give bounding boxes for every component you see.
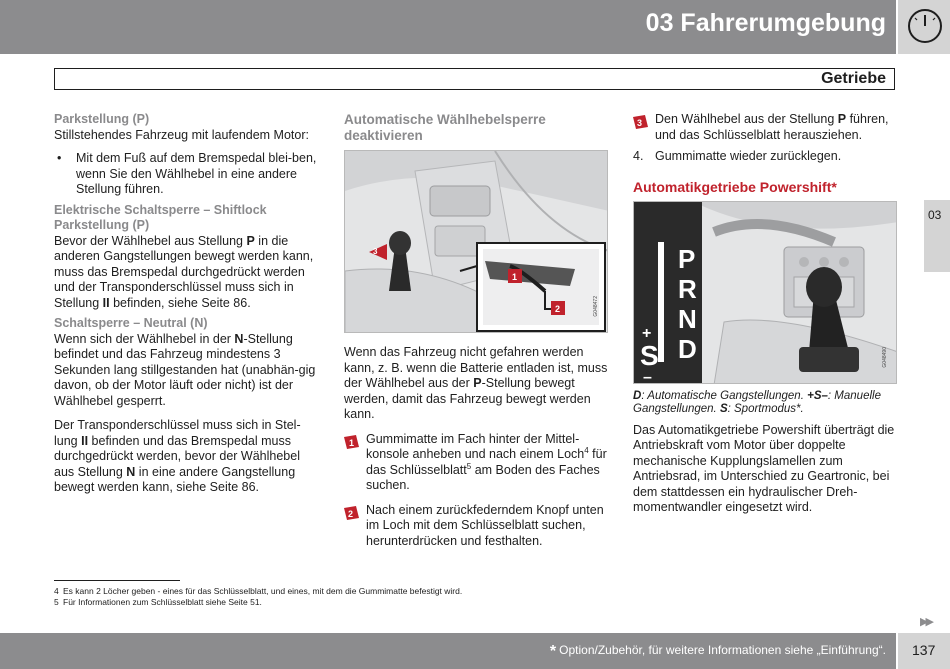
- shiftlock-paragraph: Bevor der Wählhebel aus Stellung P in die anderen Gangstellungen bewegt werden kann, muss das Bremspedal durchgedrückt werden und der Transponderschlüssel muss sich in Stellung II befinden, siehe Seite 86.: [54, 233, 314, 310]
- gear-d: D: [678, 333, 697, 364]
- heading-neutral: Schaltsperre – Neutral (N): [54, 316, 208, 330]
- powershift-paragraph: Das Automatikgetriebe Powershift überträgt die Antriebskraft vom Motor über doppelte mechanische Kupplungslamellen zum Antriebsrad, im Unterschied zu Geartronic, bei dem stattdessen ein hydraulischer Dreh-momentwandler eingesetzt wird.: [633, 422, 895, 514]
- heading-shiftlock: Elektrische Schaltsperre – Shiftlock Parkstellung (P): [54, 202, 267, 232]
- column-3: [633, 112, 897, 516]
- svg-text:2: 2: [348, 508, 354, 519]
- chapter-title: 03 Fahrerumgebung: [645, 9, 886, 37]
- speedometer-icon: [906, 6, 944, 46]
- chapter-tab: [922, 200, 950, 272]
- heading-parkstellung: Parkstellung (P): [54, 112, 150, 126]
- step-badge-3: [633, 115, 648, 129]
- callout-2: 2: [555, 304, 561, 314]
- gear-caption: D: Automatische Gangstellungen. +S–: Manuelle Gangstellungen. S: Sportmodus*.: [633, 389, 881, 415]
- gear-p: P: [678, 243, 696, 274]
- gear-plus: +: [642, 324, 652, 342]
- heading-powershift: Automatikgetriebe Powershift*: [633, 178, 837, 195]
- callout-1: 1: [512, 272, 518, 282]
- gear-minus: –: [643, 368, 652, 385]
- console-release-illustration: [344, 150, 608, 333]
- image-code: G048490: [881, 346, 888, 368]
- powershift-gear-illustration: [633, 201, 897, 384]
- callout-3: 3: [373, 247, 378, 256]
- step-1: 1 Gummimatte im Fach hinter der Mittel-konsole anheben und nach einem Loch$^4$ für das Schlüsselblatt$^5$ am Boden des Faches suchen.: [344, 432, 608, 494]
- page-number: 137: [912, 642, 936, 658]
- neutral-paragraph: Wenn sich der Wählhebel in der N-Stellung befindet und das Fahrzeug mindestens 3 Sekunden lang stillgestanden hat (unabhän-gig davon, ob der Motor läuft oder nicht) ist der Wählhebel gesperrt.: [54, 331, 316, 408]
- gear-n: N: [678, 303, 697, 334]
- step-badge-2: [344, 506, 359, 520]
- section-title-bar: [54, 68, 895, 90]
- footnote-4: 4 Es kann 2 Löcher geben - eines für das Schlüsselblatt, und eines, mit dem die Gummimatte befestigt wird.: [54, 586, 463, 596]
- page-number-box: [896, 633, 950, 669]
- transponder-paragraph: Der Transponderschlüssel muss sich in Stel-lung II befinden und das Bremspedal muss durchgedrückt werden, bevor der Wählhebel aus Stellung N in eine andere Gangstellung bewegt werden kann, siehe Seite 86.: [54, 418, 301, 494]
- svg-text:1: 1: [349, 437, 355, 448]
- step-4: 4. Gummimatte wieder zurücklegen.: [633, 149, 842, 163]
- gear-r: R: [678, 273, 697, 304]
- column-2: [344, 112, 608, 549]
- next-page-arrows-icon: ▶▶: [920, 616, 931, 628]
- column-1: [54, 112, 318, 496]
- release-intro-paragraph: Wenn das Fahrzeug nicht gefahren werden kann, z. B. wenn die Batterie entladen ist, muss der Wählhebel aus der P-Stellung bewegt werden, damit das Fahrzeug bewegt werden kann.: [344, 345, 608, 421]
- footnote-rule: [54, 580, 180, 581]
- bullet-item: [54, 151, 318, 198]
- bullet-glyph: •: [57, 151, 62, 165]
- heading-wahlhebelsperre: Automatische Wählhebelsperre deaktivieren: [344, 112, 546, 143]
- section-title: Getriebe: [821, 70, 886, 87]
- image-code: G048472: [592, 296, 599, 317]
- step-badge-1: [344, 435, 359, 449]
- option-note: * Option/Zubehör, für weitere Informationen siehe „Einführung“.: [549, 643, 886, 660]
- parkstellung-intro: Stillstehendes Fahrzeug mit laufendem Motor:: [54, 127, 309, 142]
- bullet-text: Mit dem Fuß auf dem Bremspedal blei-ben, wenn Sie den Wählhebel in eine andere Stellung führen.: [76, 151, 317, 196]
- svg-text:3: 3: [637, 118, 643, 128]
- chapter-tab-label: 03: [928, 208, 942, 222]
- chapter-header-bar: [0, 0, 950, 54]
- footnote-5: 5 Für Informationen zum Schlüsselblatt siehe Seite 51.: [54, 597, 262, 607]
- speedometer-icon-box: [896, 0, 950, 54]
- gear-s: S: [640, 339, 659, 371]
- step-3: 3 Den Wählhebel aus der Stellung P führen, und das Schlüsselblatt herausziehen.: [633, 112, 897, 143]
- step-2: 2 Nach einem zurückfederndem Knopf unten im Loch mit dem Schlüsselblatt suchen, herunterdrücken und festhalten.: [344, 503, 608, 550]
- footer-bar: [0, 633, 896, 669]
